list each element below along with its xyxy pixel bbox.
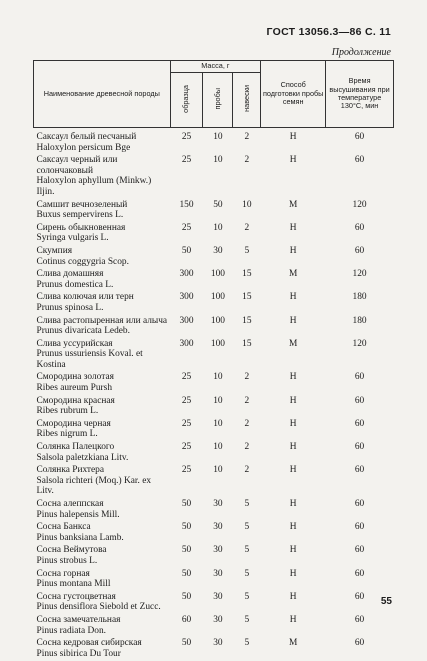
sample-mass-cell: 50 <box>170 522 203 543</box>
method-cell: Н <box>261 569 326 590</box>
species-latin-name: Pinus radiata Don. <box>37 626 171 637</box>
species-russian-name: Сосна горная <box>37 569 171 580</box>
probe-mass-cell: 30 <box>203 592 233 613</box>
method-cell: Н <box>261 592 326 613</box>
species-latin-name: Pinus sibirica Du Tour <box>37 649 171 660</box>
method-cell: Н <box>261 499 326 520</box>
drying-time-cell: 180 <box>326 292 394 313</box>
species-cell <box>34 339 171 371</box>
species-russian-name: Смородина красная <box>37 396 171 407</box>
table-body <box>34 128 394 661</box>
table-row <box>34 419 394 440</box>
sample-mass-cell: 50 <box>170 499 203 520</box>
species-latin-name: Haloxylon aphyllum (Minkw.) Iljin. <box>37 176 171 197</box>
species-cell <box>34 292 171 313</box>
weigh-mass-cell: 5 <box>233 246 261 267</box>
species-russian-name: Сосна Веймутова <box>37 545 171 556</box>
species-cell <box>34 372 171 393</box>
drying-time-cell: 180 <box>326 316 394 337</box>
weigh-mass-cell: 5 <box>233 592 261 613</box>
header-drying-time: Время высушивания при температуре 130°С, мин <box>326 61 394 128</box>
method-cell: Н <box>261 545 326 566</box>
drying-time-cell: 60 <box>326 155 394 197</box>
species-russian-name: Солянка Рихтера <box>37 465 171 476</box>
species-russian-name: Сосна кедровая сибирская <box>37 638 171 649</box>
species-cell <box>34 522 171 543</box>
probe-mass-cell: 30 <box>203 638 233 659</box>
sample-mass-cell: 25 <box>170 396 203 417</box>
method-cell: Н <box>261 419 326 440</box>
drying-time-cell: 60 <box>326 132 394 153</box>
species-russian-name: Сосна замечательная <box>37 615 171 626</box>
drying-time-cell: 60 <box>326 615 394 636</box>
drying-time-cell: 60 <box>326 592 394 613</box>
species-russian-name: Скумпия <box>37 246 171 257</box>
weigh-mass-cell: 2 <box>233 419 261 440</box>
sample-mass-cell: 300 <box>170 316 203 337</box>
species-russian-name: Сосна алеппская <box>37 499 171 510</box>
sample-mass-cell: 25 <box>170 155 203 197</box>
sample-mass-cell: 25 <box>170 132 203 153</box>
sample-mass-cell: 50 <box>170 545 203 566</box>
drying-time-cell: 60 <box>326 545 394 566</box>
standard-code: ГОСТ 13056.3—86 С. 11 <box>266 26 391 38</box>
table-row <box>34 615 394 636</box>
species-cell <box>34 419 171 440</box>
species-russian-name: Солянка Палецкого <box>37 442 171 453</box>
method-cell: М <box>261 339 326 371</box>
drying-time-cell: 120 <box>326 200 394 221</box>
table-row <box>34 372 394 393</box>
species-latin-name: Prunus ussuriensis Koval. et Kostina <box>37 349 171 370</box>
species-russian-name: Сирень обыкновенная <box>37 223 171 234</box>
table-row <box>34 339 394 371</box>
species-cell <box>34 316 171 337</box>
sample-mass-cell: 150 <box>170 200 203 221</box>
probe-mass-cell: 10 <box>203 442 233 463</box>
sample-mass-cell: 50 <box>170 569 203 590</box>
species-cell <box>34 200 171 221</box>
header-method: Способ подготовки пробы семян <box>261 61 326 128</box>
table-row <box>34 592 394 613</box>
probe-mass-cell: 50 <box>203 200 233 221</box>
header-species-name: Наименование древесной породы <box>34 61 171 128</box>
drying-time-cell: 60 <box>326 372 394 393</box>
page-number: 55 <box>381 596 392 607</box>
species-cell <box>34 246 171 267</box>
sample-mass-cell: 60 <box>170 615 203 636</box>
method-cell: Н <box>261 372 326 393</box>
species-latin-name: Salsola richteri (Moq.) Kar. ex Litv. <box>37 476 171 497</box>
species-latin-name: Pinus banksiana Lamb. <box>37 533 171 544</box>
species-russian-name: Слива домашняя <box>37 269 171 280</box>
drying-time-cell: 120 <box>326 339 394 371</box>
weigh-mass-cell: 15 <box>233 339 261 371</box>
probe-mass-cell: 100 <box>203 316 233 337</box>
table-row <box>34 292 394 313</box>
drying-time-cell: 60 <box>326 569 394 590</box>
species-cell <box>34 592 171 613</box>
header-sample: образца <box>182 85 190 113</box>
drying-time-cell: 60 <box>326 396 394 417</box>
table-row <box>34 246 394 267</box>
weigh-mass-cell: 5 <box>233 638 261 659</box>
method-cell: Н <box>261 615 326 636</box>
weigh-mass-cell: 2 <box>233 155 261 197</box>
table-row <box>34 316 394 337</box>
species-russian-name: Смородина золотая <box>37 372 171 383</box>
weigh-mass-cell: 5 <box>233 615 261 636</box>
method-cell: Н <box>261 465 326 497</box>
weigh-mass-cell: 2 <box>233 223 261 244</box>
species-cell <box>34 499 171 520</box>
continuation-label: Продолжение <box>332 47 391 58</box>
species-cell <box>34 465 171 497</box>
method-cell: М <box>261 200 326 221</box>
table-row <box>34 200 394 221</box>
table-row <box>34 442 394 463</box>
species-latin-name: Pinus densiflora Siebold et Zucc. <box>37 602 171 613</box>
probe-mass-cell: 10 <box>203 132 233 153</box>
table-row <box>34 638 394 659</box>
species-russian-name: Слива уссурийская <box>37 339 171 350</box>
species-latin-name: Syringa vulgaris L. <box>37 233 171 244</box>
method-cell: Н <box>261 246 326 267</box>
species-cell <box>34 569 171 590</box>
sample-mass-cell: 25 <box>170 223 203 244</box>
weigh-mass-cell: 2 <box>233 465 261 497</box>
sample-mass-cell: 300 <box>170 292 203 313</box>
weigh-mass-cell: 10 <box>233 200 261 221</box>
sample-mass-cell: 300 <box>170 339 203 371</box>
probe-mass-cell: 10 <box>203 419 233 440</box>
sample-mass-cell: 50 <box>170 246 203 267</box>
species-cell <box>34 269 171 290</box>
method-cell: Н <box>261 396 326 417</box>
table-row <box>34 545 394 566</box>
species-latin-name: Pinus strobus L. <box>37 556 171 567</box>
method-cell: Н <box>261 223 326 244</box>
weigh-mass-cell: 2 <box>233 132 261 153</box>
species-russian-name: Саксаул белый песчаный <box>37 132 171 143</box>
probe-mass-cell: 30 <box>203 615 233 636</box>
weigh-mass-cell: 5 <box>233 522 261 543</box>
species-cell <box>34 545 171 566</box>
weigh-mass-cell: 2 <box>233 396 261 417</box>
weigh-mass-cell: 2 <box>233 372 261 393</box>
table-row <box>34 132 394 153</box>
method-cell: М <box>261 638 326 659</box>
method-cell: М <box>261 269 326 290</box>
header-probe: пробы <box>214 88 222 110</box>
table-row <box>34 396 394 417</box>
drying-time-cell: 60 <box>326 499 394 520</box>
species-latin-name: Prunus divaricata Ledeb. <box>37 326 171 337</box>
table-row <box>34 569 394 590</box>
table-row <box>34 155 394 197</box>
species-russian-name: Сосна густоцветная <box>37 592 171 603</box>
species-latin-name: Ribes nigrum L. <box>37 429 171 440</box>
method-cell: Н <box>261 316 326 337</box>
probe-mass-cell: 10 <box>203 223 233 244</box>
species-latin-name: Prunus domestica L. <box>37 280 171 291</box>
species-latin-name: Pinus halepensis Mill. <box>37 510 171 521</box>
species-cell <box>34 638 171 659</box>
drying-time-cell: 60 <box>326 442 394 463</box>
drying-time-cell: 120 <box>326 269 394 290</box>
probe-mass-cell: 100 <box>203 339 233 371</box>
probe-mass-cell: 10 <box>203 465 233 497</box>
probe-mass-cell: 10 <box>203 396 233 417</box>
probe-mass-cell: 10 <box>203 155 233 197</box>
species-cell <box>34 132 171 153</box>
species-russian-name: Саксаул черный или солончаковый <box>37 155 171 176</box>
species-cell <box>34 396 171 417</box>
species-cell <box>34 442 171 463</box>
species-latin-name: Cotinus coggygria Scop. <box>37 257 171 268</box>
weigh-mass-cell: 5 <box>233 569 261 590</box>
drying-time-cell: 60 <box>326 522 394 543</box>
species-russian-name: Сосна Банкса <box>37 522 171 533</box>
drying-time-cell: 60 <box>326 638 394 659</box>
species-russian-name: Смородина черная <box>37 419 171 430</box>
probe-mass-cell: 100 <box>203 292 233 313</box>
drying-time-cell: 60 <box>326 465 394 497</box>
table-row <box>34 499 394 520</box>
drying-time-cell: 60 <box>326 223 394 244</box>
species-latin-name: Ribes rubrum L. <box>37 406 171 417</box>
species-table <box>33 60 394 661</box>
species-russian-name: Самшит вечнозеленый <box>37 200 171 211</box>
table-row <box>34 465 394 497</box>
method-cell: Н <box>261 155 326 197</box>
species-latin-name: Buxus sempervirens L. <box>37 210 171 221</box>
probe-mass-cell: 30 <box>203 499 233 520</box>
probe-mass-cell: 30 <box>203 246 233 267</box>
sample-mass-cell: 25 <box>170 465 203 497</box>
sample-mass-cell: 25 <box>170 419 203 440</box>
sample-mass-cell: 25 <box>170 372 203 393</box>
species-latin-name: Ribes aureum Pursh <box>37 383 171 394</box>
probe-mass-cell: 30 <box>203 569 233 590</box>
method-cell: Н <box>261 292 326 313</box>
species-cell <box>34 155 171 197</box>
header-weigh: навески <box>243 85 251 112</box>
probe-mass-cell: 10 <box>203 372 233 393</box>
species-cell <box>34 615 171 636</box>
weigh-mass-cell: 15 <box>233 292 261 313</box>
species-latin-name: Salsola paletzkiana Litv. <box>37 453 171 464</box>
sample-mass-cell: 25 <box>170 442 203 463</box>
species-russian-name: Слива растопыренная или алыча <box>37 316 171 327</box>
sample-mass-cell: 300 <box>170 269 203 290</box>
method-cell: Н <box>261 442 326 463</box>
probe-mass-cell: 30 <box>203 545 233 566</box>
drying-time-cell: 60 <box>326 419 394 440</box>
drying-time-cell: 60 <box>326 246 394 267</box>
weigh-mass-cell: 5 <box>233 545 261 566</box>
species-latin-name: Pinus montana Mill <box>37 579 171 590</box>
table-row <box>34 522 394 543</box>
header-mass: Масса, г <box>170 61 261 73</box>
weigh-mass-cell: 15 <box>233 269 261 290</box>
weigh-mass-cell: 15 <box>233 316 261 337</box>
species-latin-name: Haloxylon persicum Bge <box>37 143 171 154</box>
weigh-mass-cell: 5 <box>233 499 261 520</box>
probe-mass-cell: 30 <box>203 522 233 543</box>
probe-mass-cell: 100 <box>203 269 233 290</box>
sample-mass-cell: 50 <box>170 592 203 613</box>
weigh-mass-cell: 2 <box>233 442 261 463</box>
table-row <box>34 269 394 290</box>
table-row <box>34 223 394 244</box>
species-latin-name: Prunus spinosa L. <box>37 303 171 314</box>
species-cell <box>34 223 171 244</box>
sample-mass-cell: 50 <box>170 638 203 659</box>
method-cell: Н <box>261 522 326 543</box>
species-russian-name: Слива колючая или терн <box>37 292 171 303</box>
method-cell: Н <box>261 132 326 153</box>
